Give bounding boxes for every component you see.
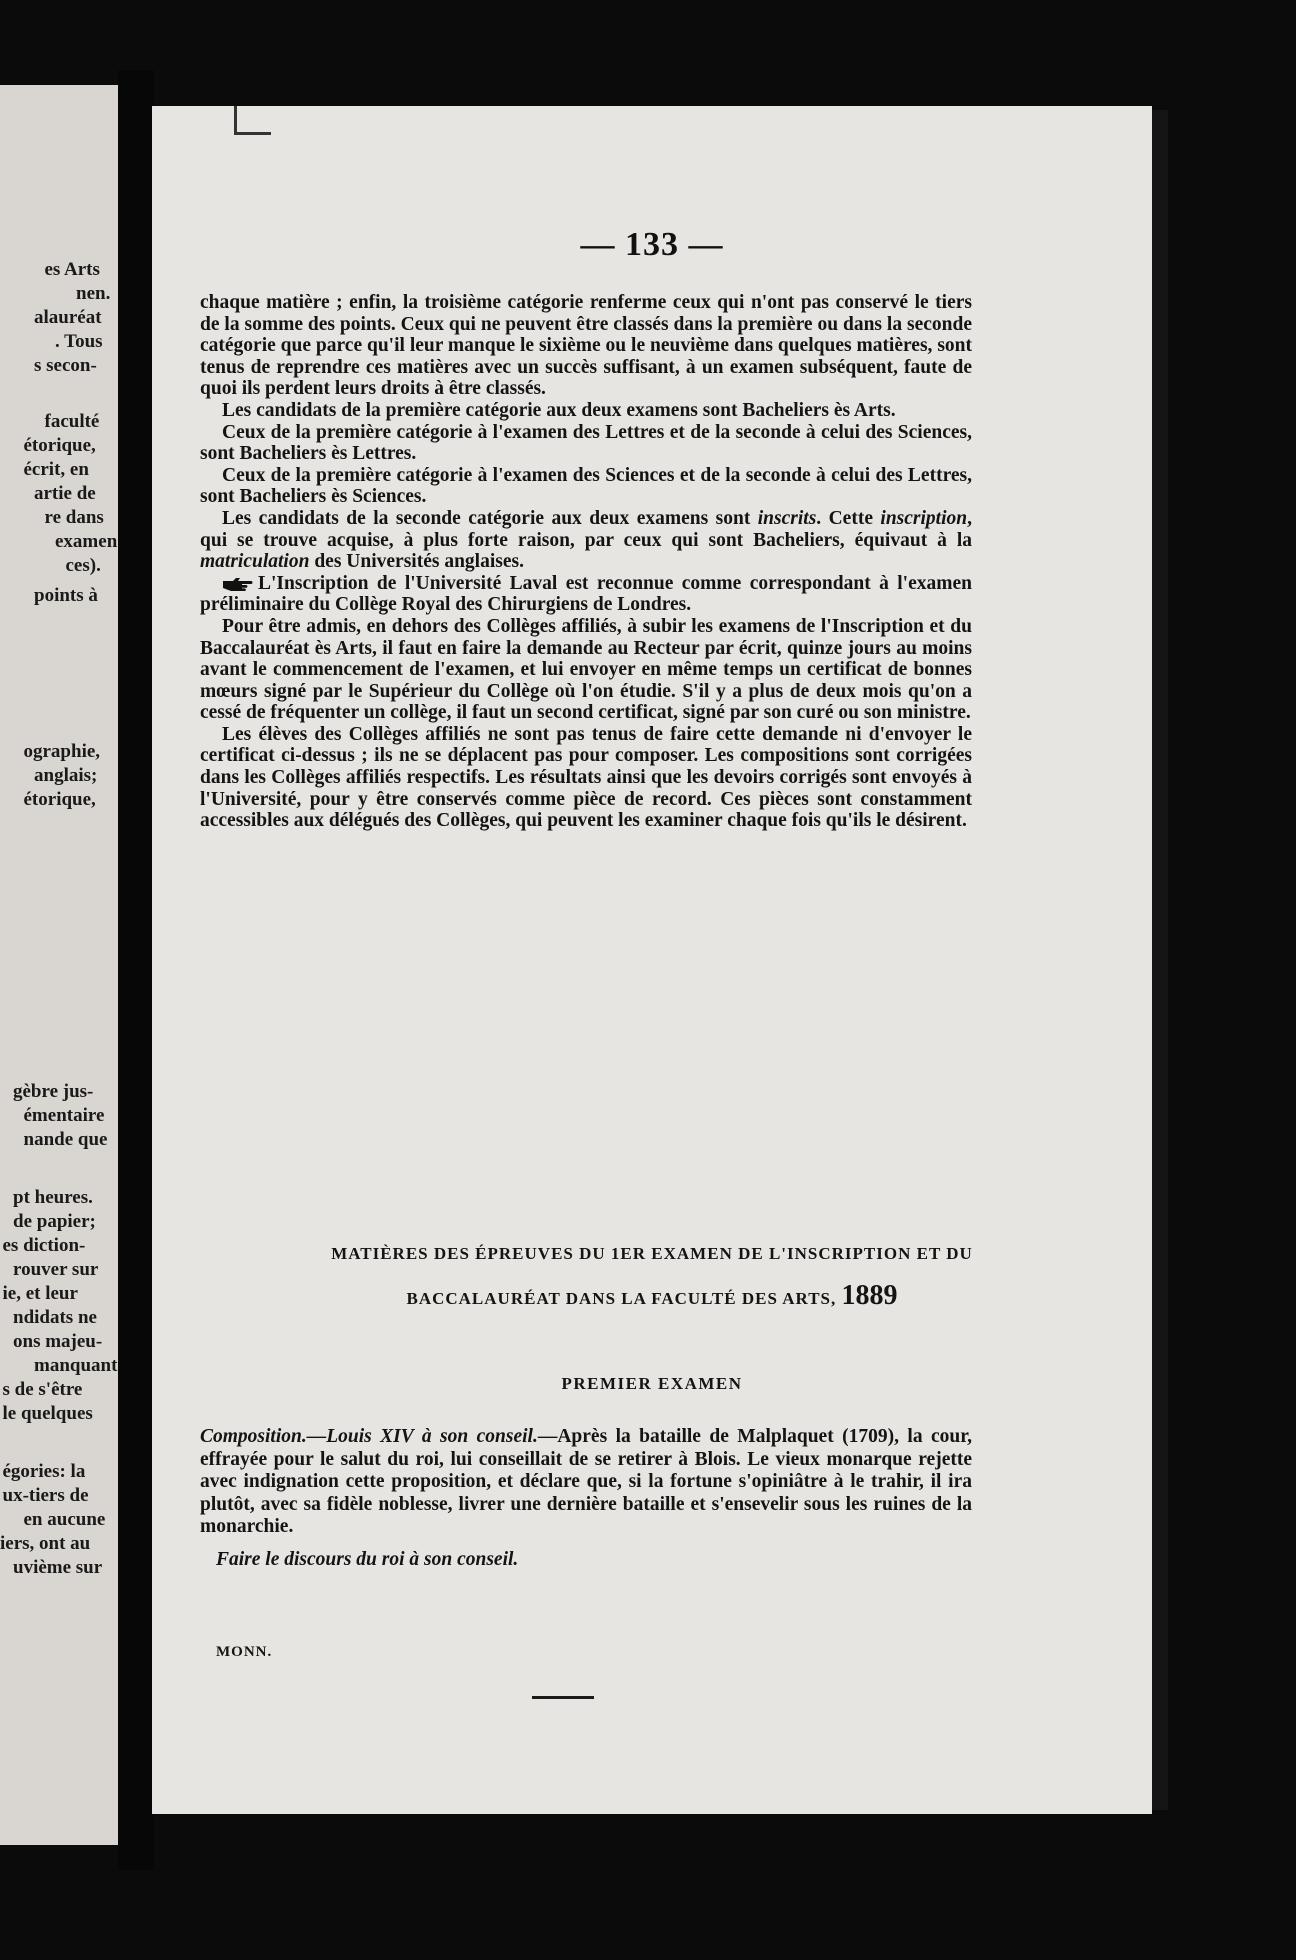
composition-label: Composition.—Louis XIV à son conseil. xyxy=(200,1426,538,1447)
sub-title: PREMIER EXAMEN xyxy=(561,1374,743,1393)
pointing-hand-icon xyxy=(222,577,254,591)
paragraph: Pour être admis, en dehors des Collèges affiliés, à subir les examens de l'Inscription et du Baccalauréat ès Arts, il faut en faire la demande au Recteur par écrit, quinze jours au moins avant le commencement de l'examen, et lui envoyer en même temps un certificat de bonnes mœurs signé par le Supérieur du Collège où l'on étudie. S'il y a plus de deux mois qu'on a cessé de fréquenter un collège, il faut un second certificat, signé par son curé ou son ministre. xyxy=(200,615,972,724)
left-page-line: ces). xyxy=(65,555,101,576)
left-page-line: égories: la xyxy=(2,1461,86,1482)
left-page-line: faculté xyxy=(44,411,100,432)
author-signature: MONN. xyxy=(216,1644,273,1660)
left-page-line: nande que xyxy=(23,1129,108,1150)
paragraph: Les élèves des Collèges affiliés ne sont pas tenus de faire cette demande ni d'envoyer le certificat ci-dessus ; ils ne se déplacent pas pour composer. Les compositions sont corrigées dans les Collèges affiliés respectifs. Les résultats ainsi que les devoirs corrigés sont envoyés à l'Université, pour y être conservés comme pièce de record. Ces pièces sont constamment accessibles aux délégués des Collèges, qui peuvent les examiner chaque fois qu'ils le désirent. xyxy=(200,723,972,832)
left-page-line: s de s'être xyxy=(2,1379,83,1400)
left-page-line: rouver sur xyxy=(13,1259,99,1280)
left-page-line: points à xyxy=(34,585,98,606)
left-facing-page xyxy=(0,85,118,1845)
left-page-line: examen xyxy=(55,531,118,552)
left-page-line: ux-tiers de xyxy=(2,1485,89,1506)
paragraph: Les candidats de la première catégorie aux deux examens sont Bacheliers ès Arts. xyxy=(222,399,896,421)
section-title xyxy=(152,1244,1152,1312)
left-page-line: le quelques xyxy=(2,1403,93,1424)
body-text xyxy=(200,292,972,832)
left-page-line: uvième sur xyxy=(13,1557,103,1578)
left-page-line: s secon- xyxy=(34,355,97,376)
main-page xyxy=(152,106,1152,1814)
section-year: 1889 xyxy=(841,1280,898,1311)
paragraph: Ceux de la première catégorie à l'examen des Sciences et de la seconde à celui des Lettres, sont Bacheliers ès Sciences. xyxy=(200,464,972,508)
left-page-line: manquant xyxy=(34,1355,118,1376)
page-number: — 133 — xyxy=(580,226,724,263)
left-page-line: nen. xyxy=(76,283,111,304)
left-page-line: écrit, en xyxy=(23,459,89,480)
corner-bracket-mark xyxy=(234,106,271,135)
section-title-line-1: MATIÈRES DES ÉPREUVES DU 1ER EXAMEN DE L'INSCRIPTION ET DU xyxy=(331,1244,973,1263)
composition-text xyxy=(200,1426,972,1571)
left-page-line: étorique, xyxy=(23,789,96,810)
laval-note: L'Inscription de l'Université Laval est reconnue comme correspondant à l'examen préliminaire du Collège Royal des Chirurgiens de Londres. xyxy=(200,572,972,616)
instruction: Faire le discours du roi à son conseil. xyxy=(216,1548,519,1570)
left-page-line: re dans xyxy=(44,507,104,528)
left-page-line: ndidats ne xyxy=(13,1307,97,1328)
left-page-line: étorique, xyxy=(23,435,96,456)
left-page-line: émentaire xyxy=(23,1105,105,1126)
paragraph: Ceux de la première catégorie à l'examen des Lettres et de la seconde à celui des Sciences, sont Bacheliers ès Lettres. xyxy=(200,421,972,465)
left-page-line: gèbre jus- xyxy=(13,1081,94,1102)
section-title-line-2: BACCALAURÉAT DANS LA FACULTÉ DES ARTS, 1889 xyxy=(406,1280,898,1311)
left-page-line: . Tous xyxy=(55,331,103,352)
paragraph-inscrits: Les candidats de la seconde catégorie aux deux examens sont inscrits. Cette inscription, qui se trouve acquise, à plus forte raison, par ceux qui sont Bacheliers, équivaut à la matriculation des Universités anglaises. xyxy=(200,507,972,573)
book-gutter xyxy=(118,70,154,1870)
left-page-line: es Arts xyxy=(44,259,100,280)
left-page-line: es diction- xyxy=(2,1235,86,1256)
paragraph: chaque matière ; enfin, la troisième catégorie renferme ceux qui n'ont pas conservé le tiers de la somme des points. Ceux qui ne peuvent être classés dans la première ou dans la seconde catégorie que parce qu'il leur manque le sixième ou le neuvième dans quelques matières, sont tenus de reprendre ces matières avec un succès suffisant, à un examen subséquent, faute de quoi ils perdent leurs droits à être classés. xyxy=(200,292,972,400)
left-page-line: artie de xyxy=(34,483,96,504)
left-page-line: en aucune xyxy=(23,1509,106,1530)
left-page-line: ographie, xyxy=(23,741,101,762)
left-page-line: iers, ont au xyxy=(0,1533,91,1554)
composition-paragraph: Composition.—Louis XIV à son conseil.—Après la bataille de Malplaquet (1709), la cour, effrayée pour le salut du roi, lui conseillait de se retirer à Blois. Le vieux monarque rejette avec indignation cette proposition, et déclare que, si la fortune s'opiniâtre à le trahir, il ira plutôt, avec sa fidèle noblesse, livrer une dernière bataille et s'ensevelir sous les ruines de la monarchie. xyxy=(200,1426,973,1537)
page-edge xyxy=(1152,110,1168,1810)
end-rule xyxy=(532,1696,594,1699)
left-page-line: ons majeu- xyxy=(13,1331,103,1352)
left-page-line: anglais; xyxy=(34,765,98,786)
left-page-line: alauréat xyxy=(34,307,102,328)
left-page-line: ie, et leur xyxy=(2,1283,78,1304)
left-page-line: pt heures. xyxy=(13,1187,93,1208)
left-page-line: de papier; xyxy=(13,1211,96,1232)
